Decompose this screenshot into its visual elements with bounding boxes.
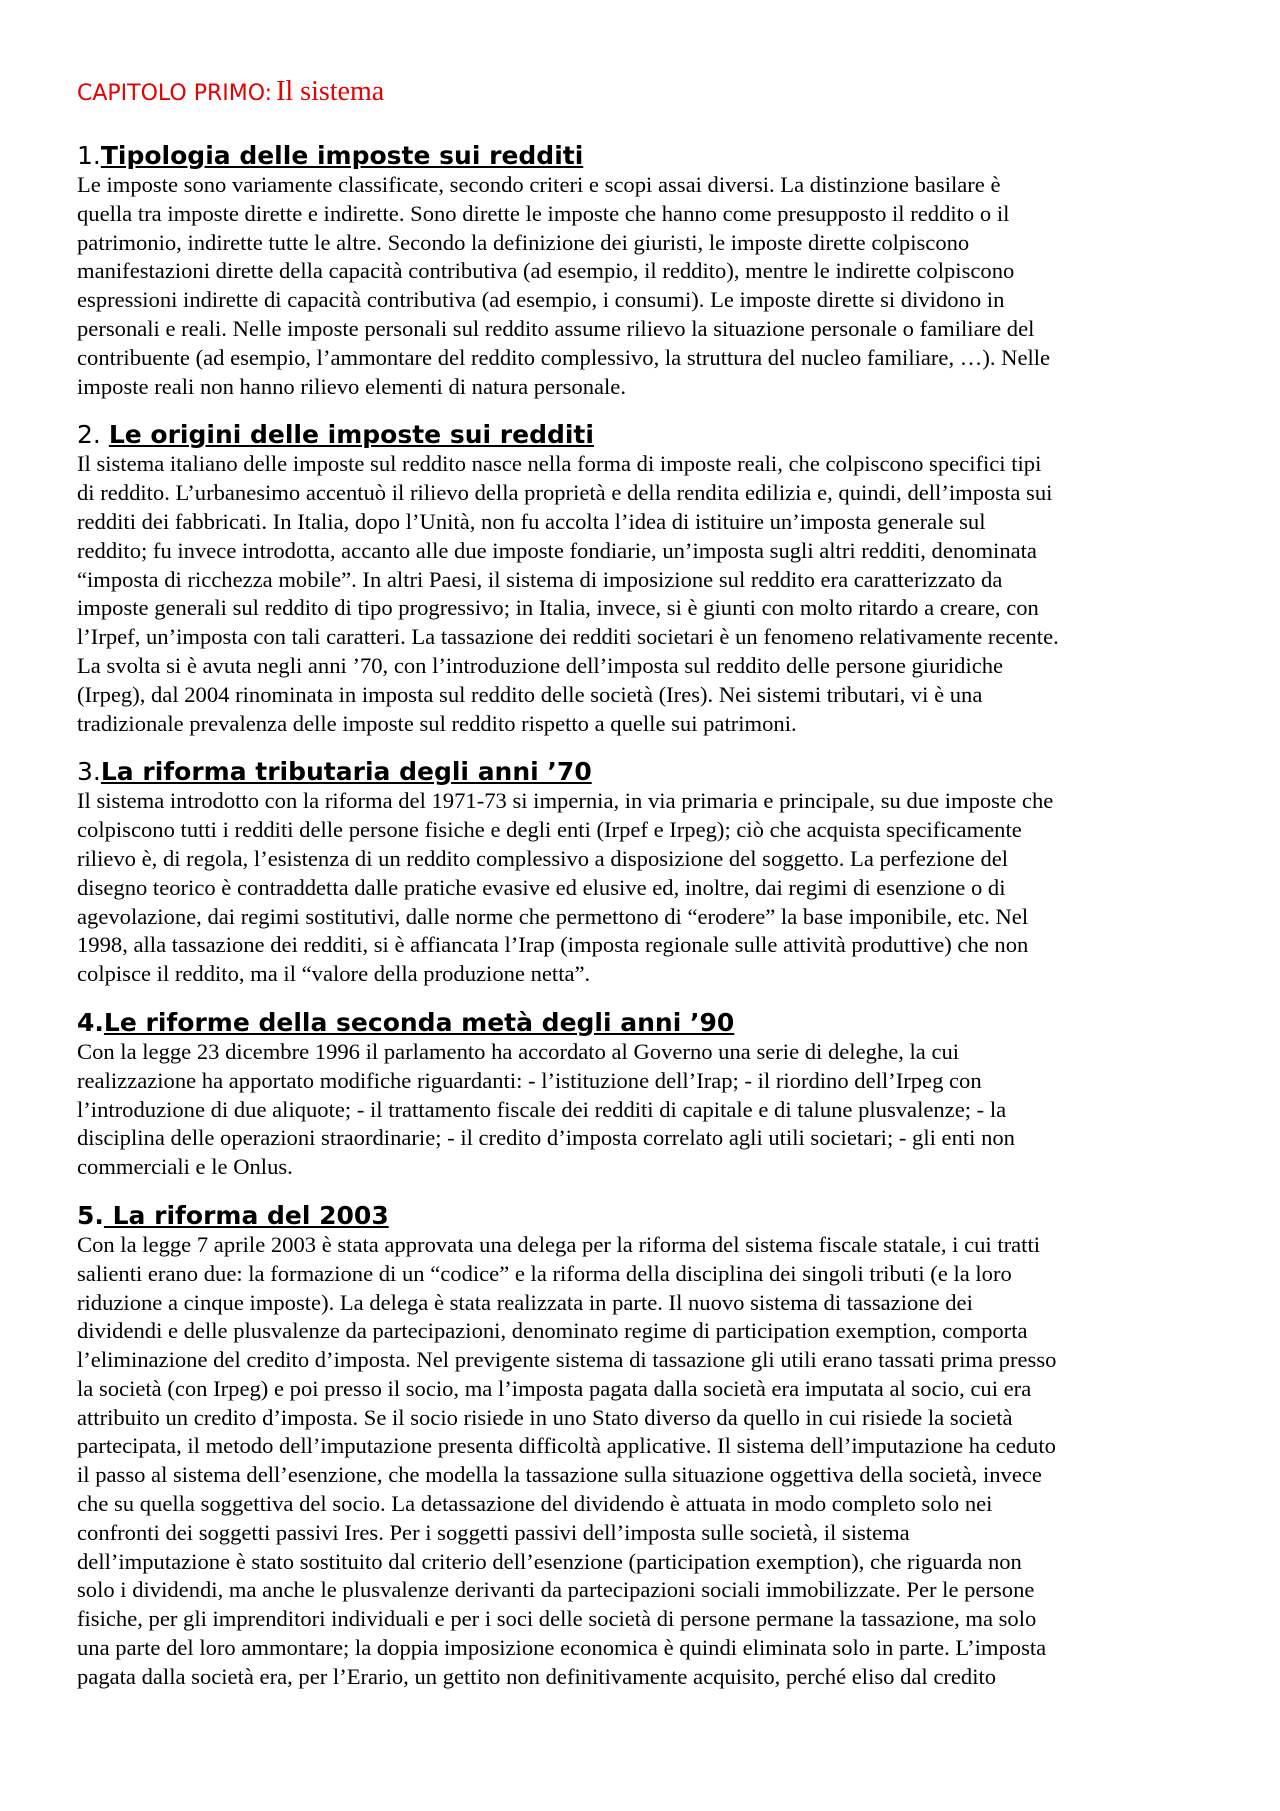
text-line: l’introduzione di due aliquote; - il trattamento fiscale dei redditi di capitale e di talune plusvalenze; - la <box>77 1096 1007 1122</box>
section-title: La riforma del 2003 <box>103 1200 389 1230</box>
text-line: manifestazioni dirette della capacità contributiva (ad esempio, il reddito), mentre le indirette colpiscono <box>77 258 1015 284</box>
text-line: imposte generali sul reddito di tipo progressivo; in Italia, invece, si è giunti con molto ritardo a creare, con <box>77 595 1039 621</box>
chapter-heading <box>77 72 1210 116</box>
section-5 <box>77 1200 1210 1692</box>
section-paragraph <box>77 1038 1210 1182</box>
section-heading <box>77 419 1210 450</box>
text-line: redditi dei fabbricati. In Italia, dopo l’Unità, non fu accolta l’idea di istituire un’imposta generale sul <box>77 508 986 534</box>
section-1 <box>77 140 1210 401</box>
text-line: l’eliminazione del credito d’imposta. Nel previgente sistema di tassazione gli utili erano tassati prima presso <box>77 1347 1057 1373</box>
text-line: partecipata, il metodo dell’imputazione presenta difficoltà applicative. Il sistema dell’imputazione ha ceduto <box>77 1433 1056 1459</box>
text-line: patrimonio, indirette tutte le altre. Secondo la definizione dei giuristi, le imposte dirette colpiscono <box>77 229 970 255</box>
section-number: 3. <box>77 757 101 787</box>
chapter-title: Il sistema <box>276 76 385 107</box>
section-number: 4. <box>77 1007 104 1037</box>
text-line: attribuito un credito d’imposta. Se il socio risiede in uno Stato diverso da quello in cui risiede la società <box>77 1404 1013 1430</box>
text-line: “imposta di ricchezza mobile”. In altri Paesi, il sistema di imposizione sul reddito era caratterizzato da <box>77 566 1003 592</box>
text-line: disciplina delle operazioni straordinarie; - il credito d’imposta correlato agli utili societari; - gli enti non <box>77 1125 1015 1151</box>
text-line: imposte reali non hanno rilievo elementi di natura personale. <box>77 373 626 399</box>
section-title: Le riforme della seconda metà degli anni ’90 <box>103 1007 735 1037</box>
text-line: l’Irpef, un’imposta con tali caratteri. La tassazione dei redditi societari è un fenomeno relativamente recente. <box>77 624 1059 650</box>
section-2 <box>77 419 1210 738</box>
text-line: commerciali e le Onlus. <box>77 1154 293 1180</box>
section-paragraph <box>77 171 1210 401</box>
text-line: fisiche, per gli imprenditori individuali e per i soci delle società di persone permane la tassazione, ma solo <box>77 1606 1037 1632</box>
section-paragraph <box>77 450 1210 738</box>
text-line: quella tra imposte dirette e indirette. Sono dirette le imposte che hanno come presupposto il reddito o il <box>77 200 1010 226</box>
section-title: Le origini delle imposte sui redditi <box>108 420 594 450</box>
section-title: La riforma tributaria degli anni ’70 <box>100 757 592 787</box>
text-line: 1998, alla tassazione dei redditi, si è affiancata l’Irap (imposta regionale sulle attività produttive) che non <box>77 932 1029 958</box>
text-line: Con la legge 23 dicembre 1996 il parlamento ha accordato al Governo una serie di deleghe, la cui <box>77 1038 960 1064</box>
text-line: colpiscono tutti i redditi delle persone fisiche e degli enti (Irpef e Irpeg); ciò che acquista specificamente <box>77 817 1022 843</box>
section-number: 5. <box>77 1200 104 1230</box>
chapter-label: CAPITOLO PRIMO: <box>77 81 273 106</box>
text-line: realizzazione ha apportato modifiche riguardanti: - l’istituzione dell’Irap; - il riordino dell’Irpeg con <box>77 1067 982 1093</box>
section-heading <box>77 140 1210 171</box>
text-line: una parte del loro ammontare; la doppia imposizione economica è quindi eliminata solo in parte. L’imposta <box>77 1635 1047 1661</box>
text-line: tradizionale prevalenza delle imposte sul reddito rispetto a quelle sui patrimoni. <box>77 710 797 736</box>
text-line: espressioni indirette di capacità contributiva (ad esempio, i consumi). Le imposte dirette si dividono in <box>77 287 1005 313</box>
text-line: dividendi e delle plusvalenze da partecipazioni, denominato regime di participation exemption, comporta <box>77 1318 1028 1344</box>
text-line: rilievo è, di regola, l’esistenza di un reddito complessivo a disposizione del soggetto. La perfezione del <box>77 845 1009 871</box>
text-line: agevolazione, dai regimi sostitutivi, dalle norme che permettono di “erodere” la base imponibile, etc. Nel <box>77 903 1029 929</box>
document-page <box>77 72 1210 1710</box>
text-line: la società (con Irpeg) e poi presso il socio, ma l’imposta pagata dalla società era imputata al socio, cui era <box>77 1375 1032 1401</box>
section-3 <box>77 756 1210 989</box>
text-line: salienti erano due: la formazione di un “codice” e la riforma della disciplina dei singoli tributi (e la loro <box>77 1260 1012 1286</box>
text-line: colpisce il reddito, ma il “valore della produzione netta”. <box>77 961 591 987</box>
text-line: Con la legge 7 aprile 2003 è stata approvata una delega per la riforma del sistema fiscale statale, i cui tratti <box>77 1231 1040 1257</box>
text-line: personali e reali. Nelle imposte personali sul reddito assume rilievo la situazione personale o familiare del <box>77 315 1035 341</box>
text-line: Il sistema introdotto con la riforma del 1971-73 si impernia, in via primaria e principale, su due imposte che <box>77 788 1054 814</box>
text-line: contribuente (ad esempio, l’ammontare del reddito complessivo, la struttura del nucleo familiare, …). Nelle <box>77 344 1051 370</box>
section-heading <box>77 756 1210 787</box>
section-heading <box>77 1200 1210 1231</box>
section-number: 1. <box>77 141 101 170</box>
text-line: reddito; fu invece introdotta, accanto alle due imposte fondiarie, un’imposta sugli altri redditi, denominata <box>77 537 1037 563</box>
section-heading <box>77 1007 1210 1038</box>
text-line: (Irpeg), dal 2004 rinominata in imposta sul reddito delle società (Ires). Nei sistemi tributari, vi è una <box>77 681 983 707</box>
text-line: di reddito. L’urbanesimo accentuò il rilievo della proprietà e della rendita edilizia e, quindi, dell’imposta sui <box>77 480 1053 506</box>
text-line: che su quella soggettiva del socio. La detassazione del dividendo è attuata in modo completo solo nei <box>77 1491 993 1517</box>
text-line: La svolta si è avuta negli anni ’70, con l’introduzione dell’imposta sul reddito delle persone giuridiche <box>77 652 1004 678</box>
text-line: Il sistema italiano delle imposte sul reddito nasce nella forma di imposte reali, che colpiscono specifici tipi <box>77 451 1042 477</box>
text-line: solo i dividendi, ma anche le plusvalenze derivanti da partecipazioni sociali immobilizzate. Per le persone <box>77 1577 1035 1603</box>
text-line: il passo al sistema dell’esenzione, che modella la tassazione sulla situazione oggettiva della società, invece <box>77 1462 1042 1488</box>
text-line: confronti dei soggetti passivi Ires. Per i soggetti passivi dell’imposta sulle società, il sistema <box>77 1519 910 1545</box>
section-title: Tipologia delle imposte sui redditi <box>100 141 584 170</box>
section-4 <box>77 1007 1210 1182</box>
text-line: pagata dalla società era, per l’Erario, un gettito non definitivamente acquisito, perché eliso dal credito <box>77 1663 997 1689</box>
section-paragraph <box>77 1231 1210 1692</box>
text-line: riduzione a cinque imposte). La delega è stata realizzata in parte. Il nuovo sistema di tassazione dei <box>77 1289 973 1315</box>
section-paragraph <box>77 787 1210 989</box>
text-line: disegno teorico è contraddetta dalle pratiche evasive ed elusive ed, inoltre, dai regimi di esenzione o di <box>77 874 1006 900</box>
text-line: Le imposte sono variamente classificate, secondo criteri e scopi assai diversi. La distinzione basilare è <box>77 172 1001 197</box>
text-line: dell’imputazione è stato sostituito dal criterio dell’esenzione (participation exemption), che riguarda non <box>77 1548 1022 1574</box>
section-number: 2. <box>77 420 109 450</box>
